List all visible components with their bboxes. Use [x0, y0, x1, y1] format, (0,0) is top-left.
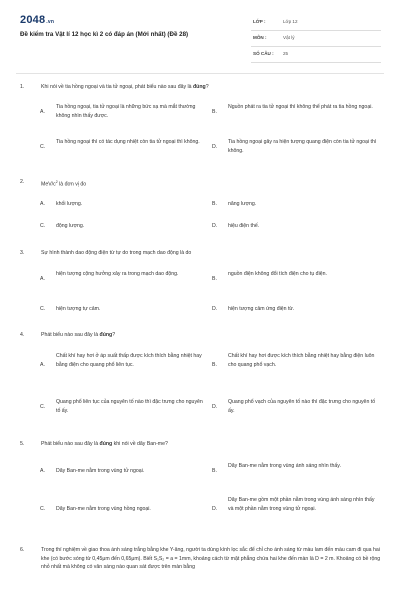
question-text: Trong thí nghiệm về giao thoa ánh sáng trắng bằng khe Y-âng, người ta dùng kính lọc sắc để chỉ cho ánh sáng từ màu lam đến màu cam đi qua hai khe (có bước sóng từ 0,45μm đến 0,65μm). Biết S₁S₂ = a = 1mm, khoảng cách từ mặt phẳng chứa hai khe đến màn là D = 2 m. Khoảng có bề rộng nhỏ nhất mà không có vân sáng nào quan sát được trên màn bằng — [41, 547, 381, 570]
question-text: Phát biểu nào sau đây là đúng khi nói về dãy Ban-me? — [41, 441, 168, 447]
site-logo[interactable]: 2048.vn — [20, 14, 55, 26]
header-divider — [16, 73, 384, 74]
header — [0, 0, 400, 70]
meta-row-count: SỐ CÂU : 25 — [251, 50, 381, 63]
document-title: Đề kiểm tra Vật lí 12 học kì 2 có đáp án (Mới nhất) (Đề 28) — [20, 31, 189, 38]
meta-row-subject: MÔN : Vật lý — [251, 34, 381, 47]
question-text: Phát biểu nào sau đây là đúng? — [41, 332, 116, 338]
meta-row-class: LỚP : Lớp 12 — [251, 18, 381, 31]
question-text: Khi nói về tia hồng ngoại và tia tử ngoại, phát biểu nào sau đây là đúng? — [41, 84, 209, 90]
question-text: MeV/$c^2$ là đơn vị đo — [41, 180, 87, 188]
meta-info — [251, 18, 381, 66]
question-text: Sự hình thành dao động điện từ tự do trong mạch dao động là do — [41, 250, 192, 256]
page: 2048.vn Đề kiểm tra Vật lí 12 học kì 2 có đáp án (Mới nhất) (Đề 28) LỚP : Lớp 12 MÔN : Vật lý SỐ CÂU : 25 1. Khi nói về tia hồng ngoại và tia tử ngoại, phát biểu nào sau đây là đúng? A. Tia hồng ngoại, tia tử ngoại là những bức xạ mà mắt thường không nhìn thấy được. B. Nguồn phát ra tia tử ngoại thì không thể phát ra tia hồng ngoại. C. Tia hồng ngoại thì có tác dụng nhiệt còn tia tử ngoại thì không. D. Tia hồng ngoại gây ra hiện tượng quang điện còn tia tử ngoại thì không. 2. MeV/$c^2$ là đơn vị đo A. khối lượng. B. năng lượng. C. động lượng. D. hiệu điện thế. 3. Sự hình thành dao động điện từ tự do trong mạch dao động là do A. hiện tượng cộng hưởng xảy ra trong mạch dao động. B. nguồn điện không đổi tích điện cho tụ điện. C. hiện tượng tự cảm. D. hiện tượng cảm ứng điện từ. 4. Phát biểu nào sau đây là đúng? A. Chất khí hay hơi ở áp suất thấp được kích thích bằng nhiệt hay bằng điện cho quang phổ liên tục. B. Chất khí hay hơi được kích thích bằng nhiệt hay bằng điện luôn cho quang phổ vạch. C. Quang phổ liên tục của nguyên tố nào thì đặc trưng cho nguyên tố ấy. D. Quang phổ vạch của nguyên tố nào thì đặc trưng cho nguyên tố ấy. 5. Phát biểu nào sau đây là đúng khi nói về dãy Ban-me? A. Dãy Ban-me nằm trong vùng tử ngoại. B. Dãy Ban-me nằm trong vùng ánh sáng nhìn thấy. C. Dãy Ban-me nằm trong vùng hồng ngoại. D. Dãy Ban-me gồm một phần nằm trong vùng ánh sáng nhìn thấy và một phần nằm trong vùng tử ngoại. 6. Trong thí nghiệm về giao thoa ánh sáng trắng bằng khe Y-âng, người ta dùng kính lọc sắc để chỉ cho ánh sáng từ màu lam đến màu cam đi qua hai khe (có bước sóng từ 0,45μm đến 0,65μm). Biết S₁S₂ = a = 1mm, khoảng cách từ mặt phẳng chứa hai khe đến màn là D = 2 m. Khoảng có bề rộng nhỏ nhất mà không có vân sáng nào quan sát được trên màn bằng — [0, 0, 400, 600]
